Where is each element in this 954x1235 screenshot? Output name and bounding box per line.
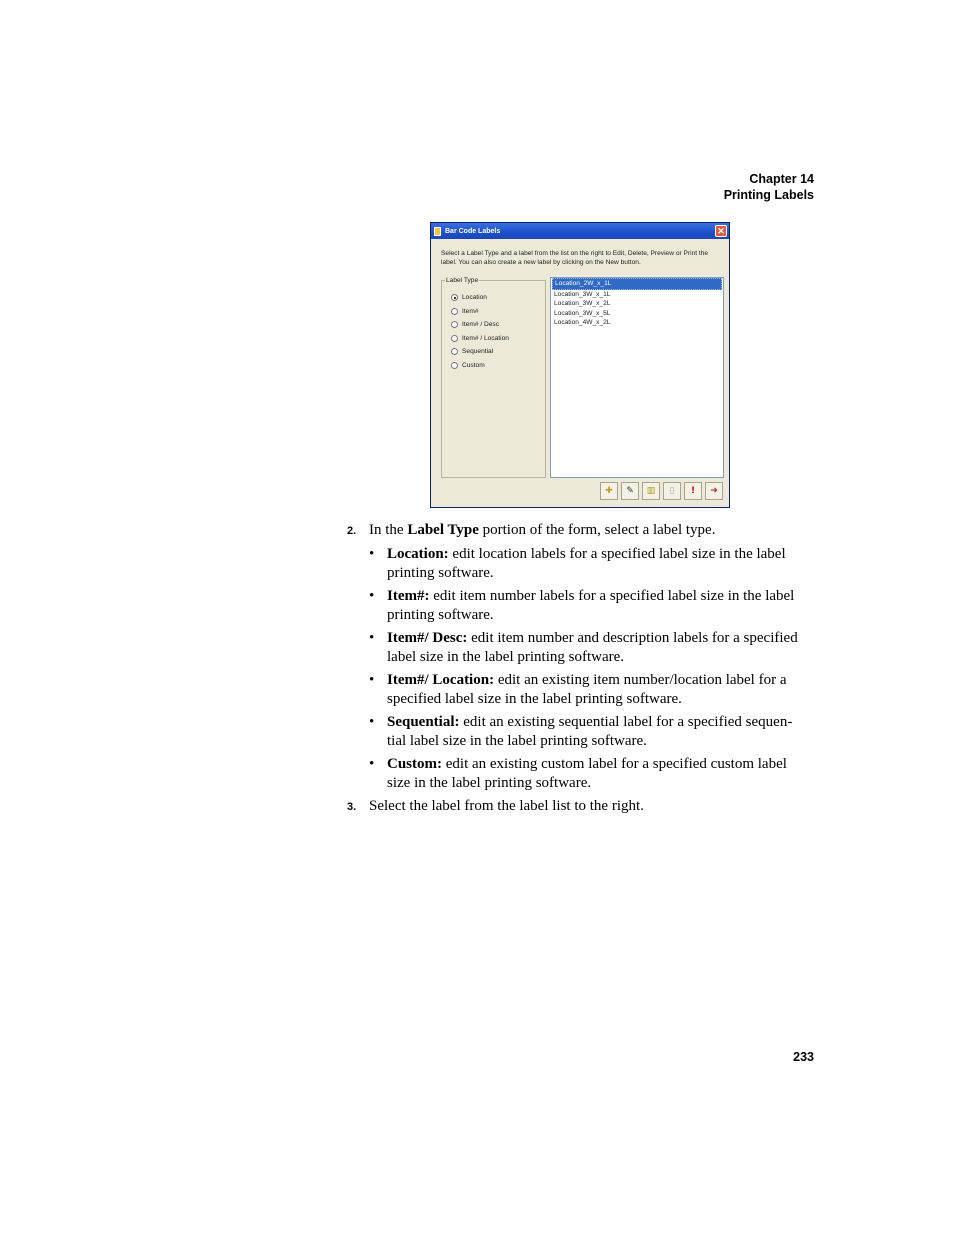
radio-label: Custom: [462, 362, 485, 369]
step-number: 3.: [347, 801, 357, 813]
radio-label: Item# / Location: [462, 335, 509, 342]
radio-button-icon[interactable]: [451, 308, 458, 315]
bullet-term: Item#/ Location:: [387, 672, 495, 688]
bullet-icon: •: [369, 630, 375, 646]
preview-icon: ▯: [669, 485, 675, 496]
label-type-group: [441, 277, 546, 478]
list-item[interactable]: Location_4W_x_2L: [554, 319, 611, 326]
step-2: [347, 521, 716, 540]
bullet-text: specified label size in the label printing software.: [387, 691, 682, 707]
bullet-text: edit an existing custom label for a specified custom label: [442, 756, 787, 772]
chapter-label: Chapter 14: [749, 172, 814, 186]
trash-icon: ▥: [646, 485, 656, 496]
step-3: [347, 797, 644, 816]
radio-button-icon[interactable]: [451, 348, 458, 355]
new-button[interactable]: [600, 482, 618, 500]
radio-label: Location: [462, 294, 487, 301]
bullet-text: edit location labels for a specified label size in the label: [448, 546, 786, 562]
step-text: Select the label from the label list to the right.: [369, 798, 644, 814]
list-item[interactable]: Location_3W_x_2L: [554, 300, 611, 307]
list-item[interactable]: Location_3W_x_5L: [554, 309, 611, 317]
bullet-item-location: [369, 671, 817, 709]
radio-label: Sequential: [462, 348, 494, 355]
bullet-text: printing software.: [387, 607, 494, 623]
radio-item[interactable]: [451, 307, 479, 316]
bullet-term: Location:: [387, 546, 449, 562]
bullet-icon: •: [369, 672, 375, 688]
label-list[interactable]: [550, 277, 724, 478]
bullet-icon: •: [369, 588, 375, 604]
radio-item-desc[interactable]: [451, 320, 499, 329]
close-icon[interactable]: ✕: [715, 225, 727, 237]
bullet-icon: •: [369, 756, 375, 772]
radio-button-icon[interactable]: [451, 321, 458, 328]
radio-button-icon[interactable]: [451, 294, 458, 301]
bullet-text: printing software.: [387, 565, 494, 581]
bar-code-labels-dialog: [430, 222, 730, 508]
list-item[interactable]: Location_3W_x_1L: [554, 290, 611, 298]
exit-button[interactable]: [705, 482, 723, 500]
bullet-term: Sequential:: [387, 714, 460, 730]
dialog-instructions: Select a Label Type and a label from the list on the right to Edit, Delete, Preview or Print the label. You can also create a new label by clicking on the New button.: [441, 250, 709, 266]
bullet-icon: •: [369, 714, 375, 730]
edit-icon: ✎: [626, 485, 634, 496]
bullet-text: label size in the label printing software.: [387, 649, 625, 665]
exclamation-icon: !: [690, 485, 696, 496]
bullet-term: Item#/ Desc:: [387, 630, 468, 646]
preview-button[interactable]: [663, 482, 681, 500]
section-title: Printing Labels: [723, 188, 814, 202]
dialog-titlebar[interactable]: [431, 223, 729, 239]
dialog-title: Bar Code Labels: [445, 227, 501, 235]
bullet-location: [369, 545, 817, 583]
bullet-item-desc: [369, 629, 817, 667]
exit-door-icon: ➜: [710, 485, 718, 496]
bullet-icon: •: [369, 546, 375, 562]
bullet-text: size in the label printing software.: [387, 775, 592, 791]
radio-label: Item#: [462, 308, 479, 315]
bullet-term: Custom:: [387, 756, 442, 772]
step-text: portion of the form, select a label type.: [478, 522, 716, 538]
print-button[interactable]: [684, 482, 702, 500]
running-header: [724, 171, 814, 203]
bullet-text: edit item number labels for a specified label size in the label: [429, 588, 795, 604]
edit-button[interactable]: [621, 482, 639, 500]
page-number: 233: [793, 1050, 814, 1064]
bullet-custom: [369, 755, 817, 793]
bullet-text: tial label size in the label printing software.: [387, 733, 647, 749]
radio-item-location[interactable]: [451, 334, 509, 343]
radio-location[interactable]: [451, 293, 487, 302]
bullet-text: edit an existing sequential label for a specified sequen-: [459, 714, 793, 730]
step-text: In the: [369, 522, 408, 538]
radio-button-icon[interactable]: [451, 335, 458, 342]
new-icon: ✚: [605, 485, 613, 496]
radio-label: Item# / Desc: [462, 321, 500, 328]
radio-custom[interactable]: [451, 361, 485, 370]
step-number: 2.: [347, 525, 357, 537]
list-item[interactable]: Location_2W_x_1L: [552, 278, 722, 290]
bullet-item: [369, 587, 817, 625]
bullet-term: Item#:: [387, 588, 430, 604]
dialog-toolbar: [600, 482, 723, 500]
radio-sequential[interactable]: [451, 347, 493, 356]
delete-button[interactable]: [642, 482, 660, 500]
bullet-sequential: [369, 713, 817, 751]
step-emphasis: Label Type: [407, 522, 479, 538]
bullet-text: edit item number and description labels for a specified: [467, 630, 798, 646]
bullet-text: edit an existing item number/location label for a: [494, 672, 787, 688]
app-icon: [434, 227, 441, 236]
label-type-legend: Label Type: [446, 277, 479, 284]
radio-button-icon[interactable]: [451, 362, 458, 369]
